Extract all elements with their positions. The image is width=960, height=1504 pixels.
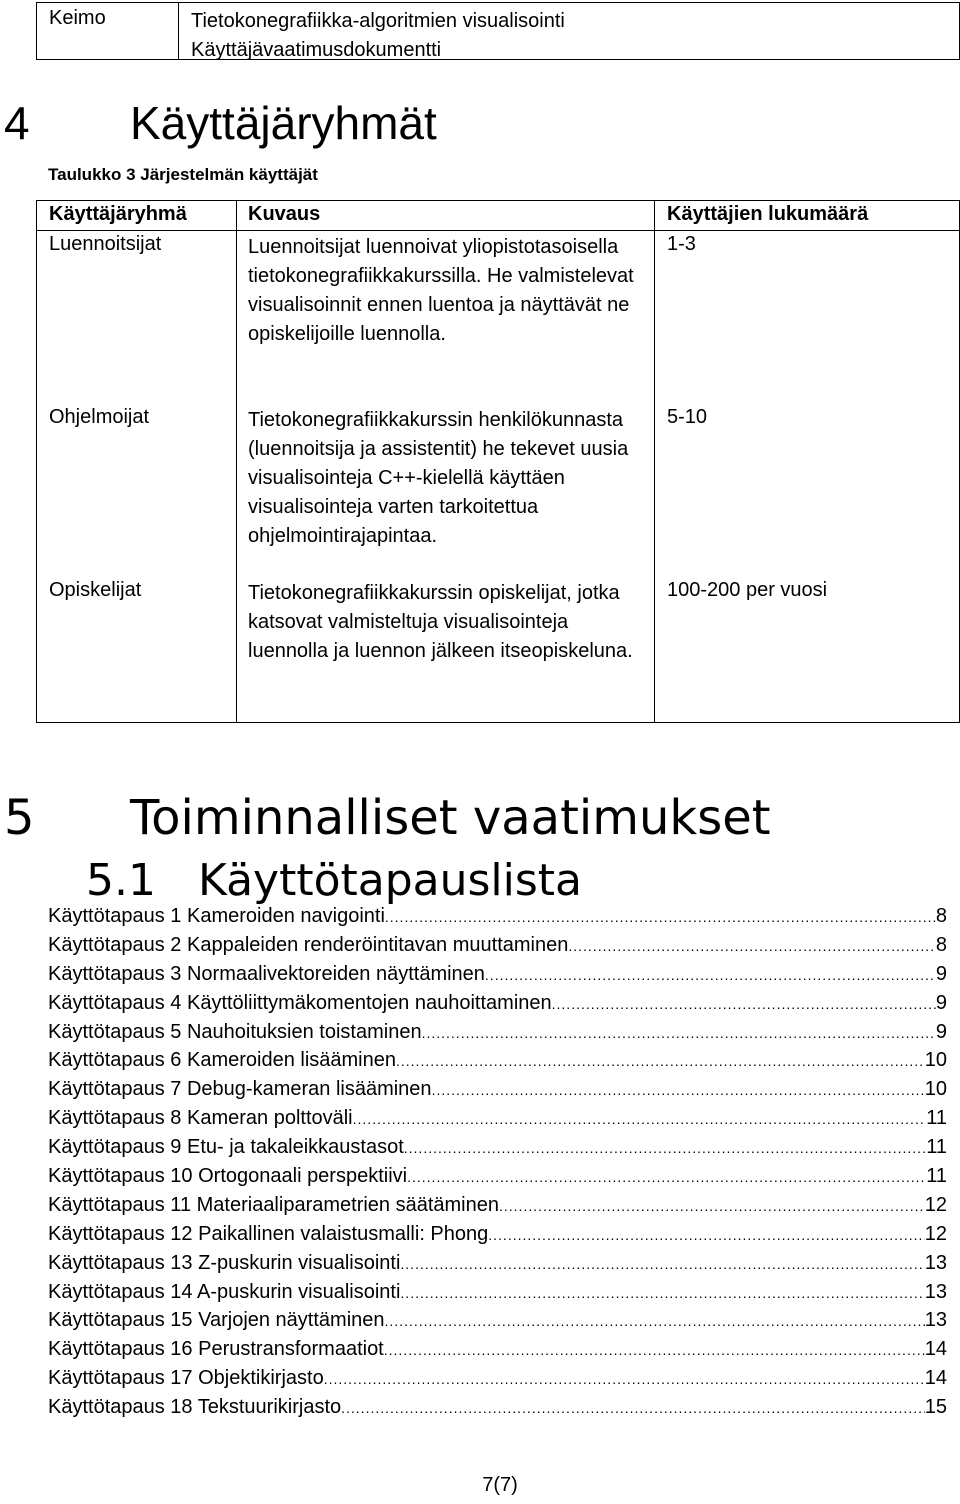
toc-entry[interactable] (48, 1021, 947, 1050)
toc-leader-dots (400, 1256, 924, 1272)
toc-entry[interactable] (48, 1165, 947, 1194)
toc-entry-label: Käyttötapaus 10 Ortogonaali perspektiivi (48, 1165, 408, 1188)
header-title (191, 7, 565, 65)
header-author: Keimo (49, 7, 106, 29)
toc-leader-dots (432, 1082, 925, 1098)
toc-entry-page: 15 (924, 1396, 947, 1419)
cell-description: Luennoitsijat luennoivat yliopistotasoisella tietokonegrafiikkakurssilla. He valmistelevat visualisoinnit ennen luentoa ja näyttävät ne opiskelijoille luennolla. (248, 236, 634, 345)
section-5-1-title: Käyttötapauslista (198, 855, 583, 906)
table-caption: Taulukko 3 Järjestelmän käyttäjät (48, 165, 318, 184)
toc-entry[interactable] (48, 934, 947, 963)
toc-entry-label: Käyttötapaus 12 Paikallinen valaistusmalli: Phong (48, 1222, 489, 1245)
toc-entry[interactable] (48, 1049, 947, 1078)
cell-description: Tietokonegrafiikkakurssin henkilökunnasta (luennoitsija ja assistentit) he tekevet uusia visualisointeja C++-kielellä käyttäen visualisointeja varten tarkoitettua ohjelmointirajapintaa. (248, 409, 629, 547)
toc-entry-page: 12 (924, 1193, 947, 1216)
column-header-count: Käyttäjien lukumäärä (667, 203, 869, 225)
toc-entry-page: 9 (935, 991, 947, 1014)
cell-group: Luennoitsijat (49, 233, 162, 255)
toc-entry-page: 11 (926, 1165, 947, 1188)
toc-entry[interactable] (48, 905, 947, 934)
toc-entry-page: 8 (935, 905, 947, 927)
section-4-number: 4 (4, 97, 30, 149)
section-5-title: Toiminnalliset vaatimukset (130, 790, 771, 846)
toc-leader-dots (568, 938, 936, 954)
toc-entry-page: 11 (926, 1107, 947, 1130)
toc-entry[interactable] (48, 1223, 947, 1252)
toc-leader-dots (400, 1285, 924, 1301)
toc-leader-dots (324, 1371, 925, 1387)
header-row-divider (37, 230, 959, 231)
use-case-list (48, 905, 947, 1425)
toc-entry-page: 10 (924, 1078, 947, 1101)
toc-entry-label: Käyttötapaus 7 Debug-kameran lisääminen (48, 1078, 432, 1101)
toc-leader-dots (404, 1140, 926, 1156)
header-title-line2: Käyttäjävaatimusdokumentti (191, 39, 442, 61)
toc-entry-label: Käyttötapaus 16 Perustransformaatiot (48, 1338, 384, 1361)
column-header-group: Käyttäjäryhmä (49, 203, 187, 225)
toc-entry[interactable] (48, 1107, 947, 1136)
column-divider (236, 201, 237, 722)
section-5-1-heading (86, 855, 583, 906)
toc-entry[interactable] (48, 963, 947, 992)
header-divider (178, 3, 179, 59)
toc-entry-label: Käyttötapaus 4 Käyttöliittymäkomentojen nauhoittaminen (48, 991, 552, 1014)
toc-leader-dots (552, 996, 936, 1012)
toc-entry-label: Käyttötapaus 5 Nauhoituksien toistaminen (48, 1020, 422, 1043)
cell-count: 5-10 (667, 406, 708, 428)
toc-entry[interactable] (48, 1396, 947, 1425)
toc-entry-page: 12 (924, 1222, 947, 1245)
toc-entry[interactable] (48, 1252, 947, 1281)
toc-entry-label: Käyttötapaus 2 Kappaleiden renderöintitavan muuttaminen (48, 933, 569, 956)
toc-entry[interactable] (48, 1338, 947, 1367)
toc-entry-page: 9 (935, 962, 947, 985)
section-5-number: 5 (4, 790, 35, 846)
toc-leader-dots (499, 1198, 925, 1214)
document-header (36, 2, 960, 60)
toc-entry-page: 8 (935, 933, 947, 956)
section-5-1-number: 5.1 (86, 855, 156, 906)
toc-leader-dots (488, 1227, 924, 1243)
toc-entry-page: 14 (924, 1367, 947, 1390)
user-groups-table (36, 200, 960, 723)
toc-entry-label: Käyttötapaus 9 Etu- ja takaleikkaustasot (48, 1136, 404, 1159)
toc-entry-page: 11 (926, 1136, 947, 1159)
cell-count: 1-3 (667, 233, 696, 255)
toc-entry-label: Käyttötapaus 14 A-puskurin visualisointi (48, 1280, 401, 1303)
toc-leader-dots (384, 1342, 925, 1358)
toc-entry-page: 9 (935, 1020, 947, 1043)
toc-entry[interactable] (48, 992, 947, 1021)
toc-leader-dots (396, 1053, 925, 1069)
column-header-description: Kuvaus (248, 203, 321, 225)
toc-leader-dots (353, 1111, 927, 1127)
toc-entry-label: Käyttötapaus 11 Materiaaliparametrien säätäminen (48, 1193, 499, 1216)
toc-entry-label: Käyttötapaus 1 Kameroiden navigointi (48, 905, 385, 927)
cell-group: Opiskelijat (49, 579, 142, 601)
toc-entry-label: Käyttötapaus 8 Kameran polttoväli (48, 1107, 353, 1130)
toc-entry-page: 13 (924, 1280, 947, 1303)
header-title-line1: Tietokonegrafiikka-algoritmien visualisointi (191, 10, 565, 32)
toc-entry-label: Käyttötapaus 13 Z-puskurin visualisointi (48, 1251, 401, 1274)
toc-entry[interactable] (48, 1367, 947, 1396)
toc-entry-page: 13 (924, 1251, 947, 1274)
toc-entry-label: Käyttötapaus 17 Objektikirjasto (48, 1367, 324, 1390)
toc-entry-label: Käyttötapaus 6 Kameroiden lisääminen (48, 1049, 396, 1072)
toc-entry[interactable] (48, 1309, 947, 1338)
toc-entry[interactable] (48, 1078, 947, 1107)
toc-entry[interactable] (48, 1136, 947, 1165)
toc-entry[interactable] (48, 1281, 947, 1310)
toc-entry-label: Käyttötapaus 18 Tekstuurikirjasto (48, 1396, 342, 1419)
cell-description: Tietokonegrafiikkakurssin opiskelijat, jotka katsovat valmisteltuja visualisointeja luennolla ja luennon jälkeen itseopiskeluna. (248, 582, 633, 662)
toc-entry[interactable] (48, 1194, 947, 1223)
cell-group: Ohjelmoijat (49, 406, 150, 428)
section-4-title: Käyttäjäryhmät (130, 97, 437, 149)
toc-leader-dots (422, 1025, 936, 1041)
page-number: 7(7) (482, 1474, 518, 1496)
toc-entry-page: 10 (924, 1049, 947, 1072)
toc-entry-page: 14 (924, 1338, 947, 1361)
toc-leader-dots (385, 1313, 925, 1329)
toc-leader-dots (385, 909, 936, 925)
toc-entry-page: 13 (924, 1309, 947, 1332)
toc-leader-dots (407, 1169, 926, 1185)
toc-leader-dots (341, 1400, 925, 1416)
cell-count: 100-200 per vuosi (667, 579, 828, 601)
column-divider (654, 201, 655, 722)
toc-entry-label: Käyttötapaus 15 Varjojen näyttäminen (48, 1309, 385, 1332)
toc-leader-dots (485, 967, 936, 983)
toc-entry-label: Käyttötapaus 3 Normaalivektoreiden näyttäminen (48, 962, 485, 985)
